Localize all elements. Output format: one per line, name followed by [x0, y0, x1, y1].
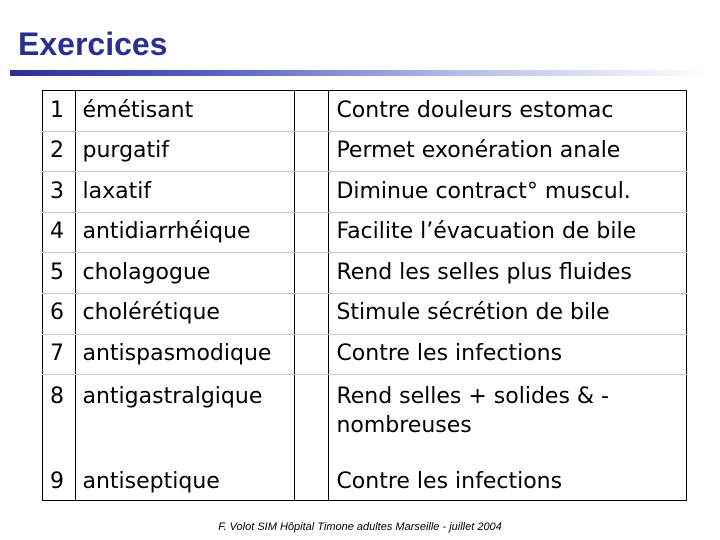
effect-cell: Contre les infections	[329, 334, 687, 375]
term-cell: antigastralgique	[75, 375, 294, 441]
table-row	[43, 253, 687, 294]
term-cell: émétisant	[75, 91, 294, 132]
effect-line: Rend selles + solides & -	[336, 384, 609, 410]
term-cell: laxatif	[75, 172, 294, 213]
effect-cell: Permet exonération anale	[329, 131, 687, 172]
empty-answer-cell	[294, 293, 329, 334]
row-number: 9	[43, 440, 76, 501]
table-row	[43, 172, 687, 213]
table-row	[43, 212, 687, 253]
empty-answer-cell	[294, 334, 329, 375]
row-number: 3	[43, 172, 76, 213]
term-cell: purgatif	[75, 131, 294, 172]
term-cell: antiseptique	[75, 440, 294, 501]
table-row	[43, 131, 687, 172]
row-number: 5	[43, 253, 76, 294]
row-number: 2	[43, 131, 76, 172]
table-row	[43, 91, 687, 132]
exercise-table	[42, 90, 687, 501]
row-number: 1	[43, 91, 76, 132]
table-row	[43, 334, 687, 375]
table-row	[43, 440, 687, 501]
empty-answer-cell	[294, 375, 329, 441]
term-cell: cholagogue	[75, 253, 294, 294]
effect-cell: Diminue contract° muscul.	[329, 172, 687, 213]
empty-answer-cell	[294, 212, 329, 253]
empty-answer-cell	[294, 253, 329, 294]
title-underline	[10, 70, 710, 76]
term-cell: antispasmodique	[75, 334, 294, 375]
row-number: 8	[43, 375, 76, 441]
effect-cell: Facilite l’évacuation de bile	[329, 212, 687, 253]
effect-cell: Contre douleurs estomac	[329, 91, 687, 132]
empty-answer-cell	[294, 91, 329, 132]
row-number: 6	[43, 293, 76, 334]
empty-answer-cell	[294, 131, 329, 172]
row-number: 7	[43, 334, 76, 375]
empty-answer-cell	[294, 440, 329, 501]
slide-footer: F. Volot SIM Hôpital Timone adultes Marseille - juillet 2004	[218, 521, 502, 533]
effect-cell	[329, 375, 687, 441]
effect-cell: Stimule sécrétion de bile	[329, 293, 687, 334]
effect-cell: Rend les selles plus fluides	[329, 253, 687, 294]
empty-answer-cell	[294, 172, 329, 213]
row-number: 4	[43, 212, 76, 253]
table-row	[43, 375, 687, 441]
term-cell: cholérétique	[75, 293, 294, 334]
effect-line-continued: nombreuses	[336, 412, 472, 438]
table-row	[43, 293, 687, 334]
slide-title: Exercices	[18, 26, 168, 62]
effect-cell: Contre les infections	[329, 440, 687, 501]
term-cell: antidiarrhéique	[75, 212, 294, 253]
